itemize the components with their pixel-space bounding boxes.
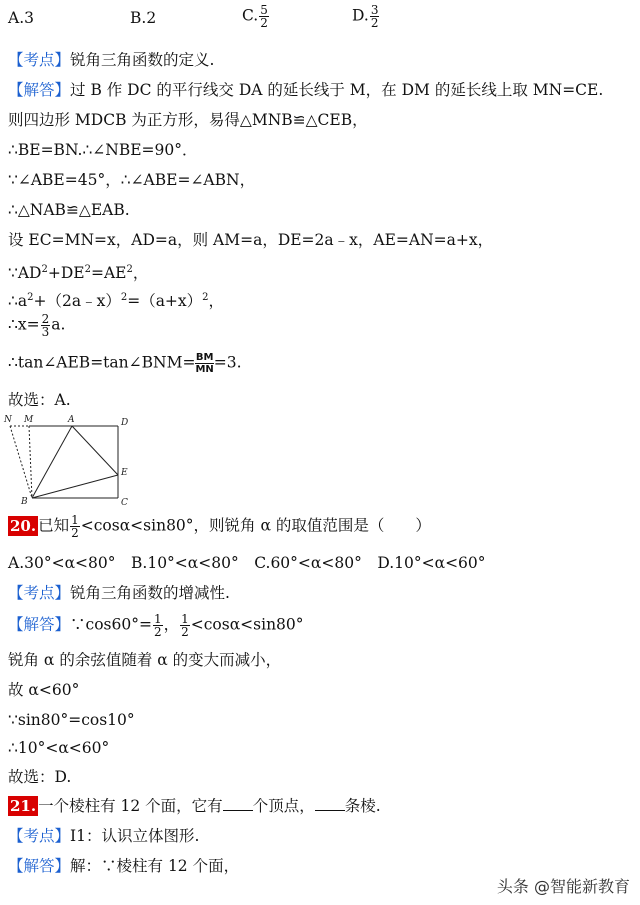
jieda-tag: 【解答】 xyxy=(8,857,71,875)
edge-ab xyxy=(32,426,72,498)
q20-jieda-line1: 【解答】∵cos60°= $\frac{1}{2}$ ， $\frac{1}{2}$ <cosα<sin80° xyxy=(8,612,304,639)
answer-blank-vertices[interactable] xyxy=(223,796,253,811)
option-c xyxy=(242,4,270,29)
q20-line4: ∵sin80°=cos10° xyxy=(8,711,135,729)
q20-line2: 锐角 α 的余弦值随着 α 的变大而减小， xyxy=(8,651,282,669)
kaodian-tag: 【考点】 xyxy=(8,827,71,845)
option-b: B.2 xyxy=(130,9,157,27)
q20-kaodian: 【考点】锐角三角函数的增减性. xyxy=(8,584,230,602)
jieda-tag: 【解答】 xyxy=(8,81,71,99)
watermark: 头条 @智能新教育 xyxy=(496,877,630,896)
label-a: A xyxy=(68,415,75,425)
option-d-label: D. xyxy=(352,6,369,25)
label-n: N xyxy=(4,415,12,425)
q20-line5: ∴10°<α<60° xyxy=(8,739,110,757)
q19-line9: ∴x= $\frac{2}{3}$ a. xyxy=(8,312,66,339)
q19-line4: ∵∠ABE=45°，∴∠ABE=∠ABN， xyxy=(8,171,256,189)
q19-answer: 故选：A. xyxy=(8,391,71,409)
geometry-figure xyxy=(2,412,137,512)
q19-line3: ∴BE=BN.∴∠NBE=90°． xyxy=(8,141,198,159)
label-e: E xyxy=(121,468,128,478)
q20-line3: 故 α<60° xyxy=(8,681,80,699)
q21-jieda: 【解答】解：∵棱柱有 12 个面， xyxy=(8,857,240,875)
q19-kaodian: 【考点】锐角三角函数的定义. xyxy=(8,51,215,69)
edge-be xyxy=(32,475,118,498)
q19-line2: 则四边形 MDCB 为正方形，易得△MNB≌△CEB， xyxy=(8,111,368,129)
label-m: M xyxy=(24,415,34,425)
answer-blank-edges[interactable] xyxy=(315,796,345,811)
q19-line8: $\therefore a^2+(2a﹣x)^2=(a+x)^2$， xyxy=(8,292,225,311)
q19-line7: $\because AD^2+DE^2=AE^2$， xyxy=(8,264,149,283)
q21-kaodian: 【考点】I1：认识立体图形. xyxy=(8,827,200,845)
q20-options: A.30°<α<80° B.10°<α<80° C.60°<α<80° D.10°<α<60° xyxy=(8,554,486,572)
kaodian-tag: 【考点】 xyxy=(8,584,71,602)
q19-line5: ∴△NAB≌△EAB. xyxy=(8,201,130,219)
label-d: D xyxy=(121,418,129,428)
option-d-fraction: $\frac{3}{2}$ xyxy=(370,3,379,30)
edge-nb xyxy=(10,426,32,498)
option-d xyxy=(352,4,380,29)
jieda-tag: 【解答】 xyxy=(8,615,71,634)
kaodian-tag: 【考点】 xyxy=(8,51,71,69)
q19-line6: 设 EC=MN=x，AD=a，则 AM=a，DE=2a﹣x，AE=AN=a+x， xyxy=(8,231,494,249)
option-a: A.3 xyxy=(8,9,34,27)
label-c: C xyxy=(121,498,128,508)
question-number: 20. xyxy=(10,516,37,535)
q21-stem: 21. 一个棱柱有 12 个面，它有 个顶点， 条棱. xyxy=(10,797,381,815)
edge-ae xyxy=(72,426,118,475)
q20-answer: 故选：D. xyxy=(8,768,72,786)
q19-jieda-line1: 【解答】过 B 作 DC 的平行线交 DA 的延长线于 M，在 DM 的延长线上取 MN=CE. xyxy=(8,81,604,99)
q20-stem: 20. 已知 $\frac{1}{2}$ <cosα<sin80°，则锐角 α 的取值范围是（ ） xyxy=(10,513,431,540)
option-c-label: C. xyxy=(242,6,259,25)
option-c-fraction: $\frac{5}{2}$ xyxy=(260,3,268,30)
q19-line10: ∴tan∠AEB=tan∠BNM= $\frac{BM}{MN}$ =3. xyxy=(8,352,242,375)
question-number: 21. xyxy=(10,797,37,815)
edge-mb xyxy=(29,426,32,498)
label-b: B xyxy=(21,497,28,507)
